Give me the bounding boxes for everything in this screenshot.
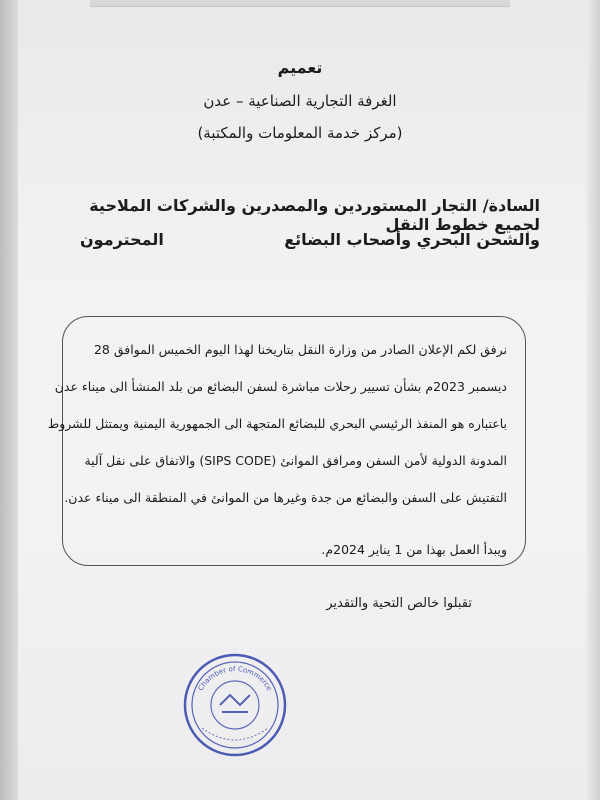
salutation: المحترمون: [80, 230, 164, 249]
announcement-box: [47, 316, 526, 566]
addressee-recipients: والشحن البحري وأصحاب البضائع: [284, 230, 540, 249]
paper-shadow-right: [586, 0, 600, 800]
body-line: باعتباره هو المنفذ الرئيسي البحري للبضائع المتجهة الى الجمهورية اليمنية ويمتثل للشروط: [47, 416, 507, 431]
body-line: نرفق لكم الإعلان الصادر من وزارة النقل بتاريخنا لهذا اليوم الخميس الموافق 28: [93, 342, 507, 357]
body-line: ديسمبر 2023م بشأن تسيير رحلات مباشرة لسفن البضائع من بلد المنشأ الى ميناء عدن: [54, 379, 507, 394]
addressee-line-1: السادة/ التجار المستوردين والمصدرين والشركات الملاحية لجميع خطوط النقل: [89, 196, 540, 234]
paper-shadow-left: [0, 0, 18, 800]
stamp-text: Chamber of Commerce: [196, 664, 274, 693]
closing-greeting: تقبلوا خالص التحية والتقدير: [326, 596, 472, 611]
chamber-stamp-icon: [180, 650, 290, 760]
paper-top-edge: [90, 0, 510, 7]
body-line: التفتيش على السفن والبضائع من جدة وغيرها من الموانئ في المنطقة الى ميناء عدن.: [64, 490, 507, 505]
effective-date-note: ويبدأ العمل بهذا من 1 يناير 2024م.: [321, 542, 507, 557]
organization-name: الغرفة التجارية الصناعية – عدن: [203, 92, 397, 110]
department-name: (مركز خدمة المعلومات والمكتبة): [197, 124, 403, 142]
circular-heading: تعميم: [277, 58, 323, 77]
announcement-body: [47, 331, 507, 557]
body-line: المدونة الدولية لأمن السفن ومرافق الموانئ (SIPS CODE) والاتفاق على نقل آلية: [84, 453, 507, 468]
